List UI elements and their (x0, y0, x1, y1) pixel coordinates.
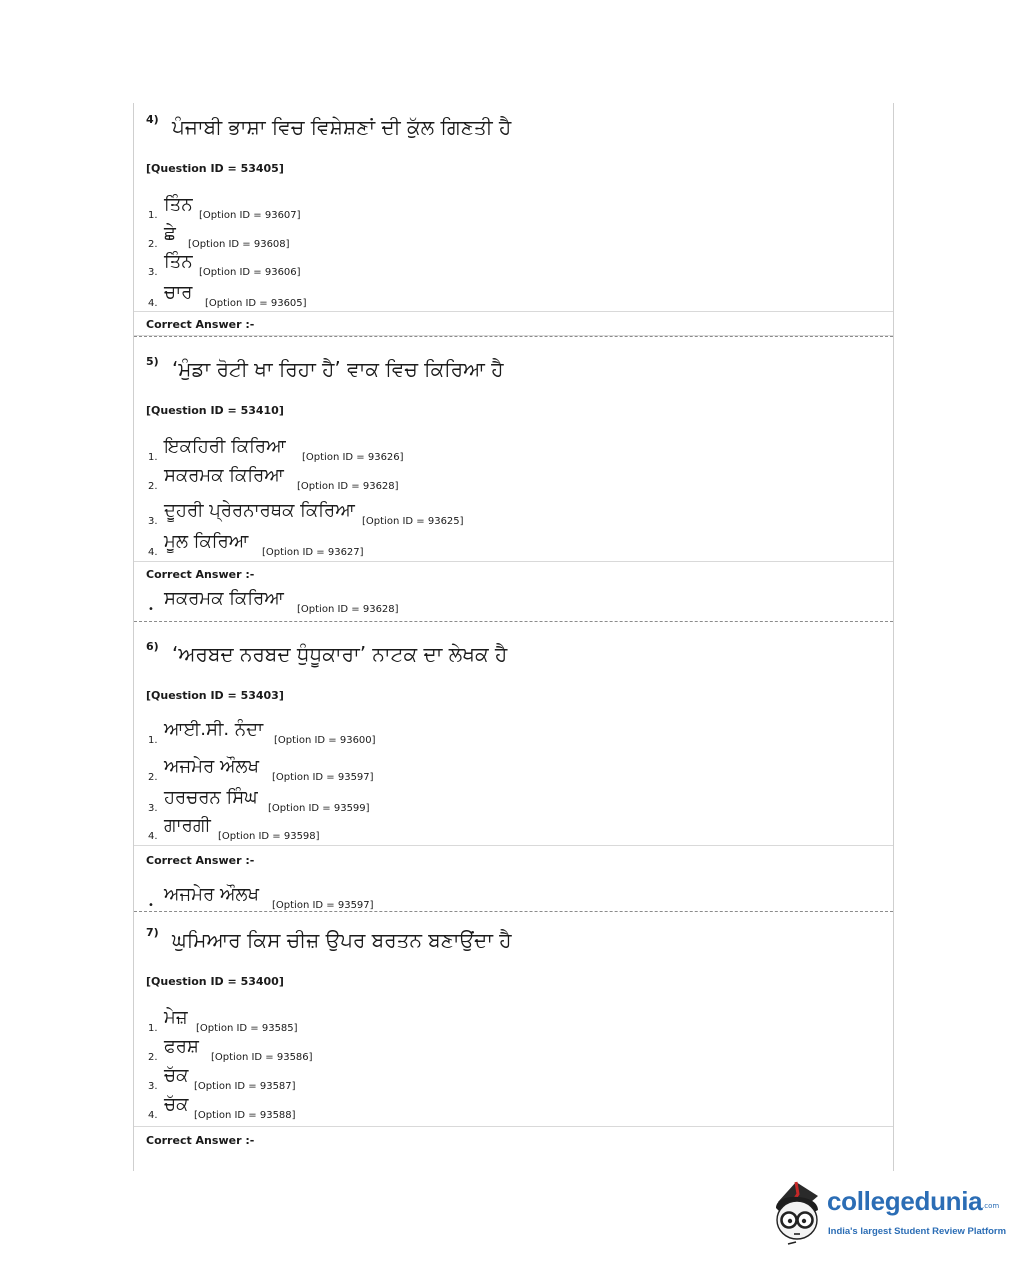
option-number: 2. (148, 772, 158, 783)
answer-option-id: [Option ID = 93628] (297, 604, 399, 615)
option-id: [Option ID = 93606] (199, 267, 301, 278)
question-text: ਘੁਮਿਆਰ ਕਿਸ ਚੀਜ਼ ਉਪਰ ਬਰਤਨ ਬਣਾਉਂਦਾ ਹੈ (172, 928, 512, 952)
option-number: 4. (148, 298, 158, 309)
option-id: [Option ID = 93626] (302, 452, 404, 463)
brand-tagline: India's largest Student Review Platform (828, 1226, 1007, 1237)
correct-answer-label: Correct Answer :- (146, 854, 255, 867)
option-text: ਮੇਜ਼ (164, 1007, 188, 1028)
option-id: [Option ID = 93628] (297, 481, 399, 492)
divider (134, 845, 893, 846)
divider (134, 561, 893, 562)
question-separator (134, 621, 893, 622)
option-text: ਛੇ (164, 223, 176, 244)
option-text: ਫਰਸ਼ (164, 1036, 199, 1057)
option-number: 2. (148, 481, 158, 492)
option-number: 1. (148, 452, 158, 463)
option-number: 1. (148, 735, 158, 746)
question-number: 4) (146, 113, 159, 126)
option-number: 3. (148, 267, 158, 278)
option-number: 4. (148, 831, 158, 842)
question-text: ਪੰਜਾਬੀ ਭਾਸ਼ਾ ਵਿਚ ਵਿਸ਼ੇਸ਼ਣਾਂ ਦੀ ਕੁੱਲ ਗਿਣਤੀ ਹੈ (172, 115, 512, 139)
correct-answer-label: Correct Answer :- (146, 318, 255, 331)
option-text: ਦੂਹਰੀ ਪ੍ਰੇਰਨਾਰਥਕ ਕਿਰਿਆ (164, 500, 355, 521)
option-id: [Option ID = 93597] (272, 772, 374, 783)
collegedunia-logo (768, 1178, 1007, 1248)
option-text: ਚੱਕ (164, 1094, 189, 1115)
option-id: [Option ID = 93598] (218, 831, 320, 842)
answer-text: ਸਕਰਮਕ ਕਿਰਿਆ (164, 588, 284, 609)
option-id: [Option ID = 93600] (274, 735, 376, 746)
option-id: [Option ID = 93588] (194, 1110, 296, 1121)
question-separator (134, 336, 893, 337)
brand-name: collegedunia (827, 1186, 983, 1216)
question-id: [Question ID = 53400] (146, 975, 284, 988)
mascot-icon (768, 1178, 826, 1248)
option-number: 4. (148, 547, 158, 558)
question-id: [Question ID = 53410] (146, 404, 284, 417)
option-text: ਇਕਹਿਰੀ ਕਿਰਿਆ (164, 436, 286, 457)
option-text: ਚੱਕ (164, 1065, 189, 1086)
option-text: ਅਜਮੇਰ ਔਲਖ (164, 756, 259, 777)
question-separator (134, 911, 893, 912)
option-id: [Option ID = 93607] (199, 210, 301, 221)
option-number: 2. (148, 1052, 158, 1063)
answer-option-id: [Option ID = 93597] (272, 900, 374, 911)
question-paper-sheet (133, 103, 894, 1171)
question-text: ‘ਮੁੰਡਾ ਰੋਟੀ ਖਾ ਰਿਹਾ ਹੈ’ ਵਾਕ ਵਿਚ ਕਿਰਿਆ ਹੈ (172, 357, 504, 381)
answer-bullet: • (148, 900, 154, 911)
option-text: ਮੂਲ ਕਿਰਿਆ (164, 531, 249, 552)
correct-answer-label: Correct Answer :- (146, 568, 255, 581)
option-id: [Option ID = 93625] (362, 516, 464, 527)
option-number: 3. (148, 803, 158, 814)
option-id: [Option ID = 93587] (194, 1081, 296, 1092)
option-number: 3. (148, 1081, 158, 1092)
answer-text: ਅਜਮੇਰ ਔਲਖ (164, 884, 259, 905)
divider (134, 311, 893, 312)
option-id: [Option ID = 93608] (188, 239, 290, 250)
answer-bullet: • (148, 604, 154, 615)
option-text: ਤਿੰਨ (164, 251, 193, 272)
option-number: 3. (148, 516, 158, 527)
divider (134, 1126, 893, 1127)
option-text: ਆਈ.ਸੀ. ਨੰਦਾ (164, 719, 264, 740)
question-number: 5) (146, 355, 159, 368)
option-id: [Option ID = 93605] (205, 298, 307, 309)
option-text: ਗਾਰਗੀ (164, 815, 211, 836)
option-number: 1. (148, 1023, 158, 1034)
option-id: [Option ID = 93599] (268, 803, 370, 814)
option-id: [Option ID = 93585] (196, 1023, 298, 1034)
option-text: ਹਰਚਰਨ ਸਿੰਘ (164, 787, 258, 808)
question-number: 7) (146, 926, 159, 939)
question-number: 6) (146, 640, 159, 653)
option-number: 1. (148, 210, 158, 221)
brand-suffix: .com (982, 1202, 1000, 1210)
option-id: [Option ID = 93627] (262, 547, 364, 558)
option-number: 4. (148, 1110, 158, 1121)
question-id: [Question ID = 53403] (146, 689, 284, 702)
correct-answer-label: Correct Answer :- (146, 1134, 255, 1147)
question-id: [Question ID = 53405] (146, 162, 284, 175)
option-text: ਚਾਰ (164, 282, 193, 303)
option-number: 2. (148, 239, 158, 250)
option-text: ਸਕਰਮਕ ਕਿਰਿਆ (164, 465, 284, 486)
option-id: [Option ID = 93586] (211, 1052, 313, 1063)
question-text: ‘ਅਰਬਦ ਨਰਬਦ ਧੁੰਧੂਕਾਰਾ’ ਨਾਟਕ ਦਾ ਲੇਖਕ ਹੈ (172, 642, 508, 666)
option-text: ਤਿੰਨ (164, 194, 193, 215)
